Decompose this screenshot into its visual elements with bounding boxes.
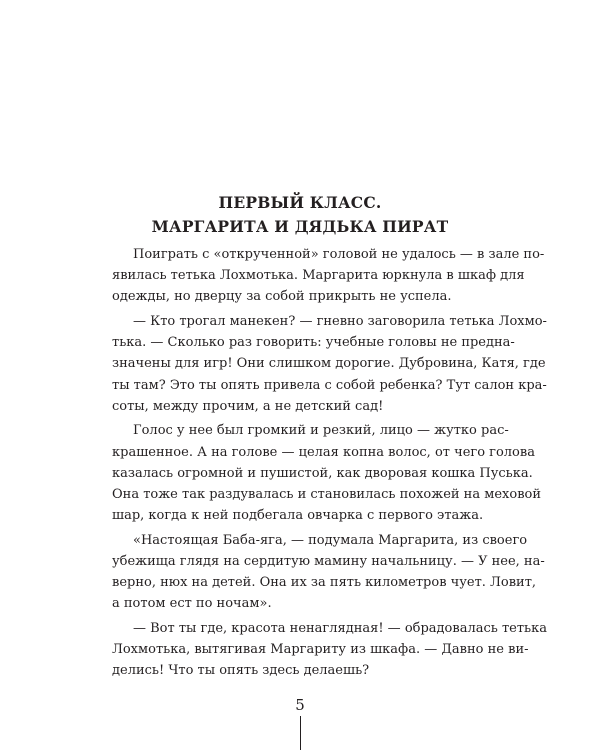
text-line: казалась огромной и пушистой, как дворовая кошка Пуська.	[112, 465, 533, 481]
text-line: явилась тетька Лохмотька. Маргарита юркнула в шкаф для	[112, 268, 525, 284]
text-line: одежды, но дверцу за собой прикрыть не успела.	[112, 289, 452, 305]
text-line: Она тоже так раздувалась и становилась похожей на меховой	[112, 487, 542, 503]
paragraph	[112, 420, 542, 526]
text-line: верно, нюх на детей. Она их за пять километров чует. Ловит,	[112, 575, 537, 591]
chapter-title-line-1: ПЕРВЫЙ КЛАСС.	[218, 193, 382, 212]
text-line: убежища глядя на сердитую мамину начальницу. — У нее, на-	[112, 554, 545, 570]
text-line: шар, когда к ней подбегала овчарка с первого этажа.	[112, 508, 484, 524]
paragraph	[112, 244, 545, 308]
text-line: а потом ест по ночам».	[112, 596, 272, 612]
text-line: Голос у нее был громкий и резкий, лицо — жутко рас-	[133, 423, 509, 439]
text-line: «Настоящая Баба-яга, — подумала Маргарита, из своего	[133, 532, 528, 548]
text-line: крашенное. А на голове — целая копна волос, от чего голова	[112, 444, 535, 460]
text-line: ты там? Это ты опять привела с собой ребенка? Тут салон кра-	[112, 377, 547, 393]
text-line: — Вот ты где, красота ненаглядная! — обрадовалась тетька	[133, 621, 547, 637]
chapter-body	[112, 244, 547, 685]
text-line: — Кто трогал манекен? — гневно заговорила тетька Лохмо-	[133, 314, 547, 329]
chapter-title	[0, 191, 600, 239]
chapter-title-line-2: МАРГАРИТА И ДЯДЬКА ПИРАТ	[151, 217, 449, 236]
text-line: делись! Что ты опять здесь делаешь?	[112, 663, 370, 679]
text-line: Поиграть с «открученной» головой не удалось — в зале по-	[133, 247, 545, 262]
text-line: тька. — Сколько раз говорить: учебные головы не предна-	[112, 335, 515, 351]
page-number: 5	[295, 696, 305, 714]
paragraph	[112, 618, 547, 682]
paragraph	[112, 311, 547, 417]
paragraph	[112, 530, 545, 615]
text-line: соты, между прочим, а не детский сад!	[112, 398, 384, 414]
text-line: Лохмотька, вытягивая Маргариту из шкафа. — Давно не ви-	[112, 642, 529, 658]
text-line: значены для игр! Они слишком дорогие. Дубровина, Катя, где	[112, 356, 546, 372]
page-number-rule	[300, 716, 301, 750]
